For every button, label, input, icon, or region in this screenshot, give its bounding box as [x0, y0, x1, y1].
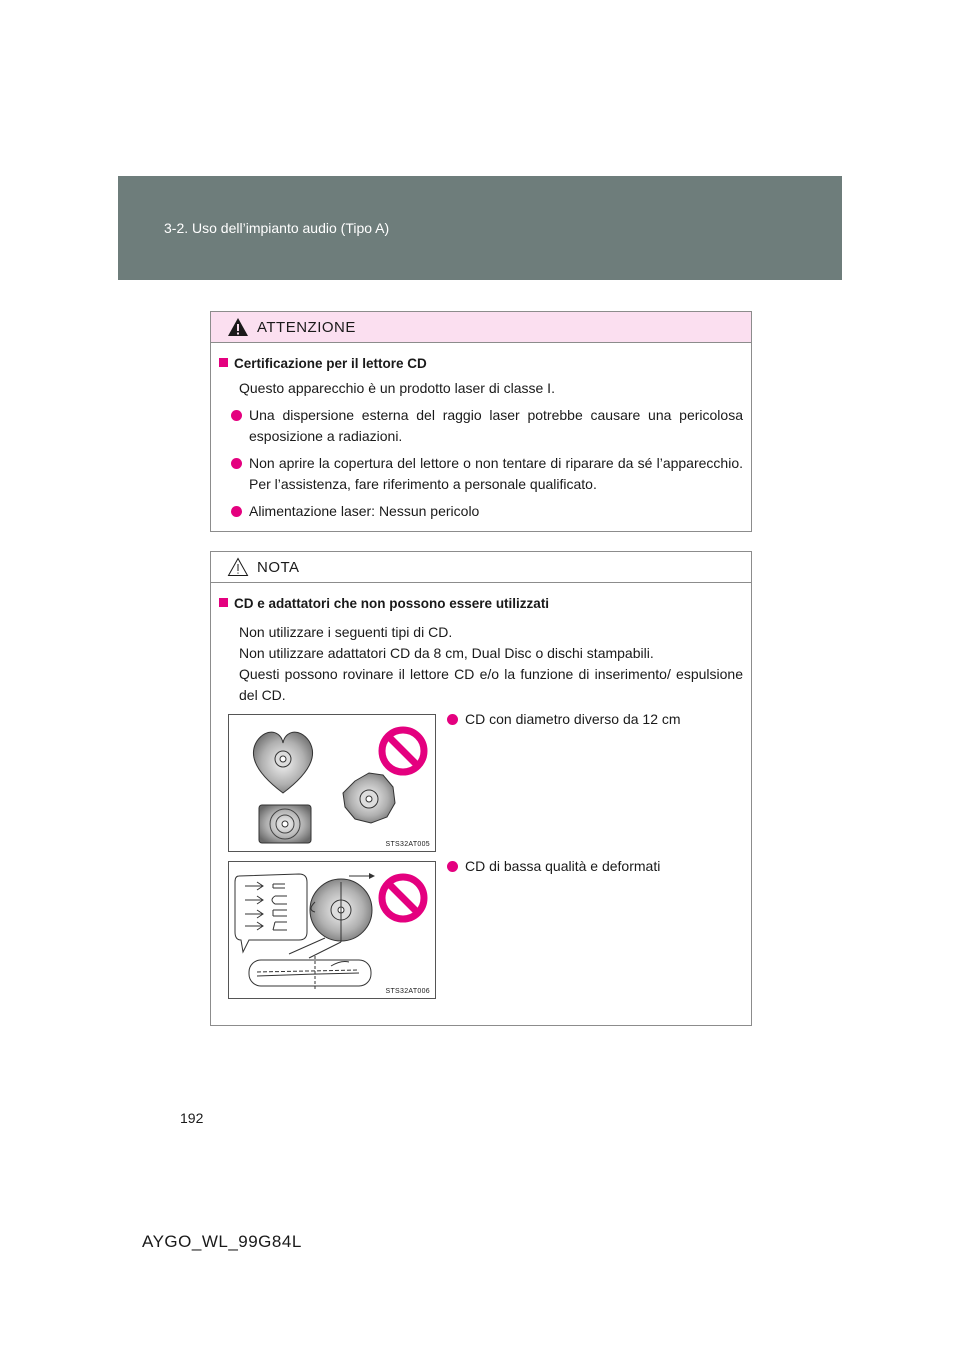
section-header-band	[118, 176, 842, 280]
note-box	[210, 551, 752, 1026]
round-bullet-icon	[231, 410, 242, 421]
figure-deformed-cds	[228, 861, 436, 999]
warning-triangle-icon	[227, 317, 249, 337]
warning-title: ATTENZIONE	[257, 318, 356, 336]
caution-triangle-icon	[227, 557, 249, 577]
warning-header	[211, 312, 751, 343]
document-code: AYGO_WL_99G84L	[142, 1232, 302, 1251]
figure-caption: CD con diametro diverso da 12 cm	[447, 709, 765, 730]
square-bullet-icon	[219, 358, 228, 367]
note-line: Non utilizzare adattatori CD da 8 cm, Dual Disc o dischi stampabili.	[239, 645, 654, 661]
warning-bullet: Alimentazione laser: Nessun pericolo	[219, 501, 743, 522]
figure-code: STS32AT005	[385, 841, 430, 848]
figure-code: STS32AT006	[385, 988, 430, 995]
page-number: 192	[180, 1110, 204, 1126]
round-bullet-icon	[231, 506, 242, 517]
note-heading: CD e adattatori che non possono essere utilizzati	[219, 593, 743, 614]
round-bullet-icon	[447, 861, 458, 872]
square-bullet-icon	[219, 598, 228, 607]
warning-box	[210, 311, 752, 532]
note-line: Non utilizzare i seguenti tipi di CD.	[239, 624, 453, 640]
warning-intro: Questo apparecchio è un prodotto laser di classe I.	[239, 380, 555, 396]
round-bullet-icon	[231, 458, 242, 469]
section-title: 3-2. Uso dell’impianto audio (Tipo A)	[164, 220, 390, 236]
round-bullet-icon	[447, 714, 458, 725]
note-line: Questi possono rovinare il lettore CD e/o la funzione di inserimento/ espulsione del CD.	[239, 666, 743, 703]
note-title: NOTA	[257, 558, 300, 576]
figure-odd-shaped-cds	[228, 714, 436, 852]
warning-heading: Certificazione per il lettore CD	[219, 353, 743, 374]
figure-caption: CD di bassa qualità e deformati	[447, 856, 765, 877]
note-header	[211, 552, 751, 583]
warning-bullet: Non aprire la copertura del lettore o non tentare di riparare da sé l’apparecchio. Per l’assistenza, fare riferimento a personale qualificato.	[219, 453, 743, 495]
warning-bullet: Una dispersione esterna del raggio laser potrebbe causare una pericolosa esposizione a radiazioni.	[219, 405, 743, 447]
